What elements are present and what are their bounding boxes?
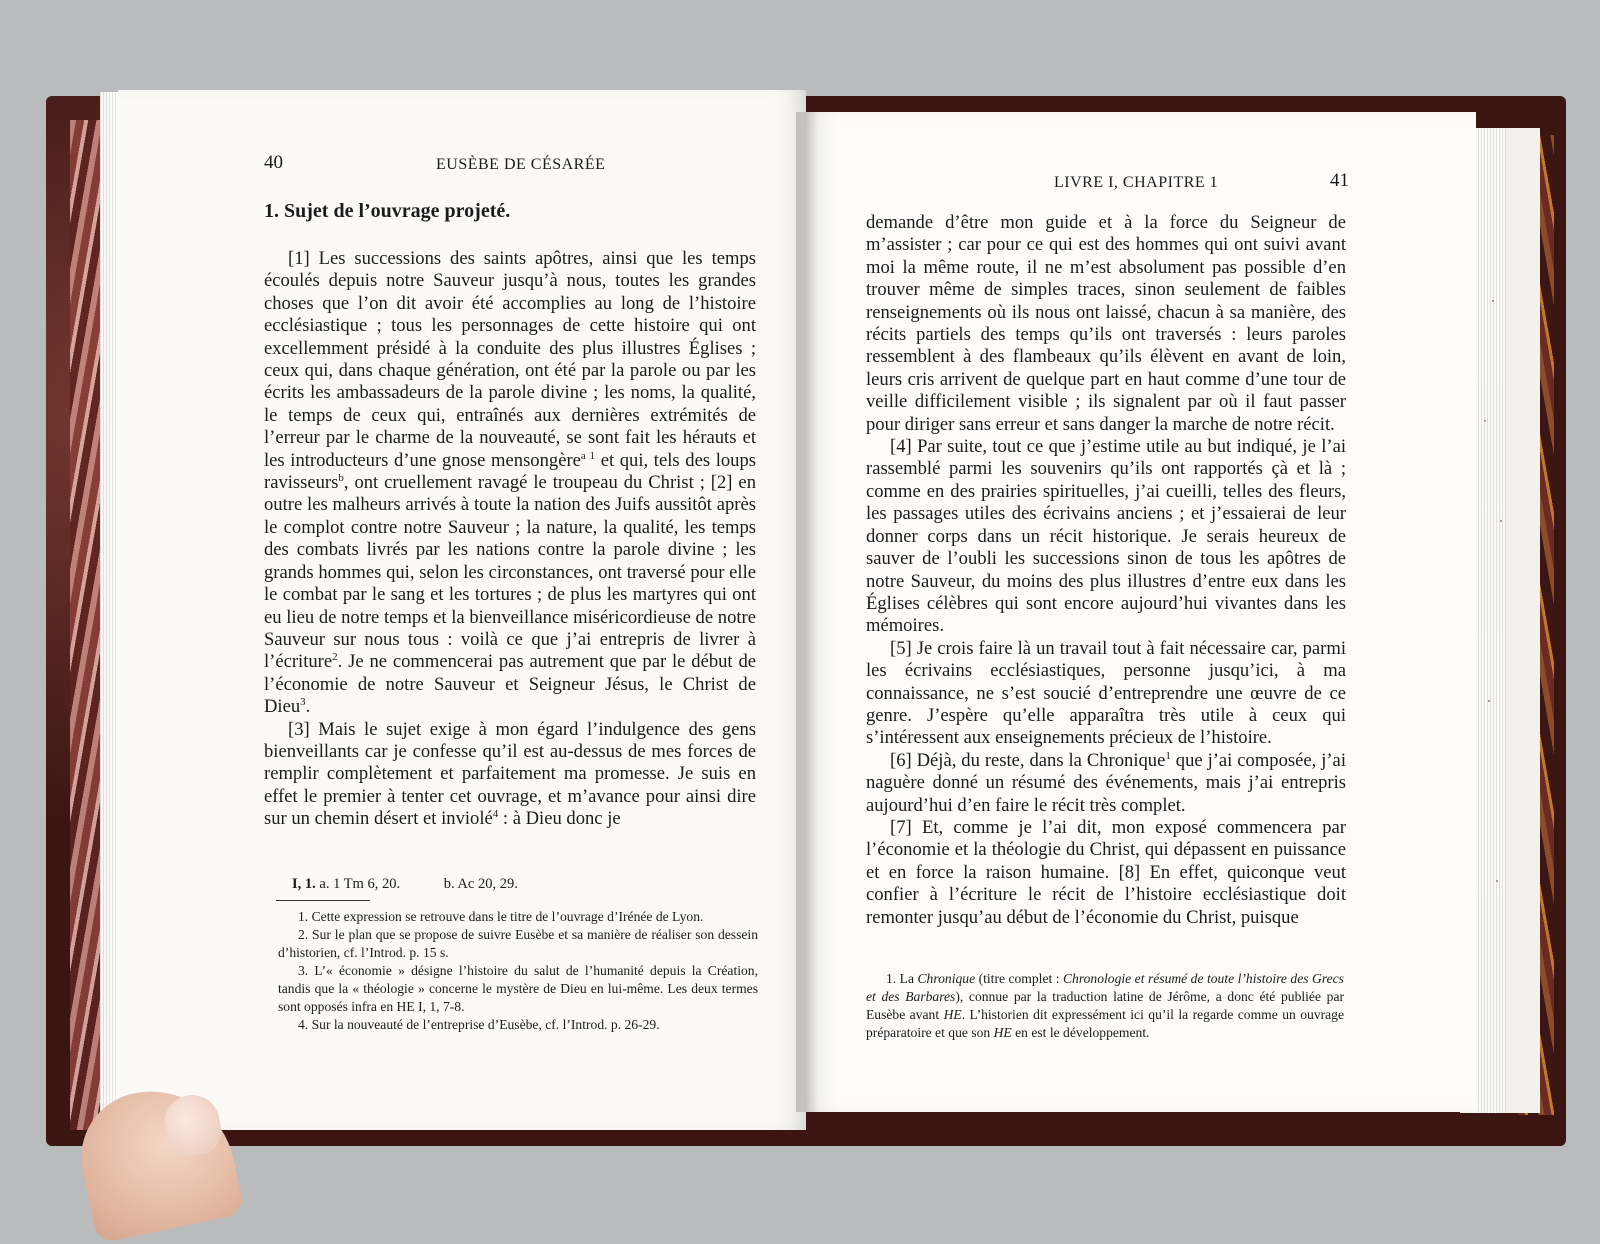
footnote: 3. L’« économie » désigne l’histoire du salut de l’humanité depuis la Création, tandis que la « théologie » concerne le mystère de Dieu en lui-même. Les deux termes sont opposés infra en HE I, 1, 7-8. xyxy=(278,963,758,1014)
paragraph: [5] Je crois faire là un travail tout à fait nécessaire car, parmi les écrivains ecclésiastiques, personne jusqu’ici, à ma connaissance, ne s’est soucié d’entreprendre une œuvre de ce genre. J’espère qu’elle apparaîtra très utile à ceux qui s’intéressent aux enseignements précieux de l’histoire. xyxy=(866,637,1346,749)
abbrev-italic: HE xyxy=(943,1007,962,1022)
footnote xyxy=(866,970,1344,1042)
text-run: , ont cruellement ravagé le troupeau du Christ ; [2] en outre les malheurs arrivés à toute la nation des Juifs aussitôt après le complot contre notre Sauveur ; la nature, la qualité, les temps des combats livrés par les nations contre la parole divine ; les grands hommes qui, selon les circonstances, ont traversé pour elle le combat par le sang et les tortures ; de plus les martyres qui ont eu lieu de notre temps et la bienveillance miséricordieuse de notre Sauveur sur nous tous : voilà ce que j’ai entrepris de livrer à l’écriture xyxy=(264,472,756,673)
footnotes xyxy=(278,908,758,1034)
footnote-ref[interactable]: a 1 xyxy=(580,449,596,462)
text-run: et qui, tels des loups ravisseurs xyxy=(264,449,756,494)
paper-speck xyxy=(1500,520,1502,522)
footnote-number: 1. La xyxy=(886,971,914,986)
title-italic: Chronique xyxy=(917,971,976,986)
paragraph: [7] Et, comme je l’ai dit, mon exposé commencera par l’économie et la théologie du Christ, qui dépassent en puissance et en force la raison humaine. [8] En effet, quiconque veut confier à l’écriture le récit de l’histoire ecclésiastique doit remonter jusqu’au début de l’économie du Christ, puisque xyxy=(866,816,1346,928)
running-head: EUSÈBE DE CÉSARÉE xyxy=(436,156,606,173)
footnotes xyxy=(866,970,1344,1042)
footnote: 1. Cette expression se retrouve dans le titre de l’ouvrage d’Irénée de Lyon. xyxy=(298,909,704,924)
footnote-ref[interactable]: 3 xyxy=(300,695,306,708)
paragraph: demande d’être mon guide et à la force du Seigneur de m’assister ; car pour ce qui est des hommes qui ont suivi avant moi la même route, il ne m’est absolument pas possible d’en trouver même de simples traces, sinon seulement de faibles renseignements où ils nous ont laissé, chacun à sa manière, des récits partiels des temps qu’ils ont traversés : leurs paroles ressemblent à des flambeaux qu’ils élèvent en avant de loin, leurs cris arrivent de quelque part en haut comme d’une tour de veille difficilement visible ; ils signalent par où il faut passer pour diriger sans erreur et sans danger la marche de notre récit. xyxy=(866,212,1346,435)
paragraph xyxy=(264,248,756,719)
title-italic: Chronologie et résumé de toute l’histoire des Grecs et des Barbares xyxy=(866,971,1344,1004)
scripture-references xyxy=(292,876,518,893)
footnote-ref[interactable]: b xyxy=(338,471,344,484)
text-run: . L’historien dit expressément ici qu’il la regarde comme un ouvrage préparatoire et que son xyxy=(866,1007,1345,1040)
text-run: . Je ne commencerai pas autrement que par le début de l’économie de notre Sauveur et Seigneur Jésus, le Christ de Dieu xyxy=(264,651,756,718)
text-run: que j’ai composée, j’ai naguère donné un résumé des événements, mais j’ai entrepris aujourd’hui d’en faire le récit très complet. xyxy=(866,749,1346,816)
paper-speck xyxy=(1488,700,1490,702)
paragraph xyxy=(264,719,756,831)
text-run: [3] Mais le sujet exige à mon égard l’indulgence des gens bienveillants car je confesse qu’il est au-dessus de mes forces de remplir complètement et parfaitement ma promesse. Je suis en effet le premier à tenter cet ouvrage, et m’avance pour ainsi dire sur un chemin désert et inviolé xyxy=(264,718,756,830)
body-text xyxy=(264,248,756,831)
book-gutter-shadow xyxy=(796,112,818,1112)
text-run: . xyxy=(305,696,311,718)
text-run: (titre complet : xyxy=(978,971,1060,986)
text-run: en est le développement. xyxy=(1015,1025,1150,1040)
footnote-rule xyxy=(276,900,370,901)
footnote: 4. Sur la nouveauté de l’entreprise d’Eusèbe, cf. l’Introd. p. 26-29. xyxy=(298,1017,660,1032)
text-run: [1] Les successions des saints apôtres, ainsi que les temps écoulés depuis notre Sauveur jusqu’à nous, toutes les grandes choses que l’on dit avoir été accomplies au long de l’histoire ecclésiastique ; tous les personnages de cette histoire qui ont excellemment présidé à la conduite des plus illustres Églises ; ceux qui, dans chaque génération, ont été par la parole ou par les écrits les ambassadeurs de la parole divine ; les noms, la qualité, le temps de ceux qui, entraînés aux dernières extrémités de l’erreur par le charme de la nouveauté, se sont fait les hérauts et les introducteurs d’une gnose mensongère xyxy=(264,248,756,471)
footnote-ref[interactable]: 4 xyxy=(492,807,499,820)
footnote-ref[interactable]: 2 xyxy=(332,651,338,664)
body-text xyxy=(866,212,1346,929)
page-edges-right xyxy=(1476,128,1506,1113)
section-title: 1. Sujet de l’ouvrage projeté. xyxy=(264,200,511,222)
page-number: 40 xyxy=(264,152,283,173)
reference-lead: I, 1. xyxy=(292,876,316,892)
abbrev-italic: HE xyxy=(993,1025,1012,1040)
left-page[interactable] xyxy=(118,90,806,1130)
paragraph: [4] Par suite, tout ce que j’estime utile au but indiqué, je l’ai rassemblé parmi les souvenirs qu’ils ont rapportés çà et là ; comme en des prairies spirituelles, j’ai cueilli, telles des fleurs, les passages utiles des écrivains anciens ; et j’essaierai de leur donner corps dans un récit historique. Je serais heureux de sauver de l’oubli les successions sinon de tous les apôtres de notre Sauveur, du moins des plus illustres d’entre eux dans les Églises célèbres qui sont encore aujourd’hui vivantes dans les mémoires. xyxy=(866,436,1346,637)
right-page[interactable] xyxy=(806,112,1476,1112)
reference-b: b. Ac 20, 29. xyxy=(443,876,518,892)
text-run: [6] Déjà, du reste, dans la Chronique xyxy=(890,749,1166,771)
running-head: LIVRE I, CHAPITRE 1 xyxy=(1054,174,1219,191)
paper-speck xyxy=(1484,420,1486,422)
paper-speck xyxy=(1496,880,1498,882)
footnote: 2. Sur le plan que se propose de suivre Eusèbe et sa manière de réaliser son dessein d’historien, cf. l’Introd. p. 15 s. xyxy=(278,927,758,960)
paragraph xyxy=(866,750,1346,817)
reference-a: a. 1 Tm 6, 20. xyxy=(319,876,401,892)
text-run: ), connue par la traduction latine de Jérôme, a donc été publiée par Eusèbe avant xyxy=(866,989,1344,1022)
paper-speck xyxy=(1492,300,1494,302)
page-edges-left xyxy=(100,92,120,1120)
text-run: : à Dieu donc je xyxy=(498,808,621,830)
page-number: 41 xyxy=(1330,170,1349,191)
footnote-ref[interactable]: 1 xyxy=(1165,749,1171,762)
